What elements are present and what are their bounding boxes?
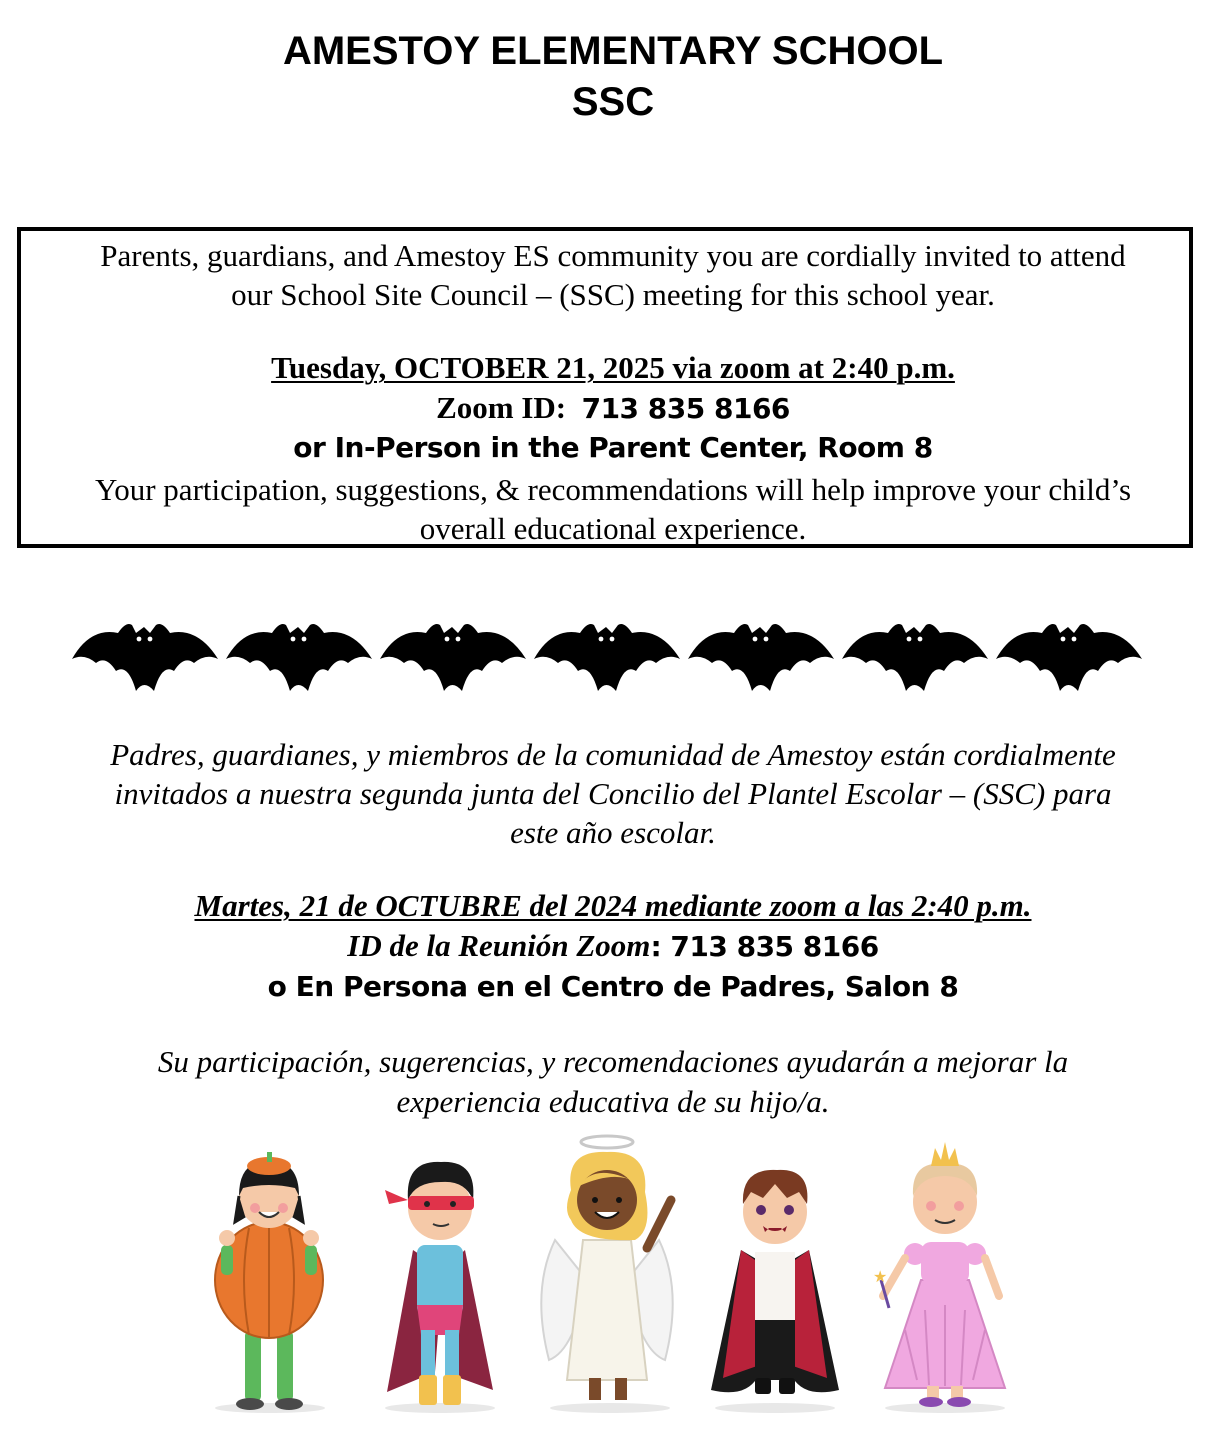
vampire-costume-child	[711, 1170, 839, 1413]
english-invite-line-2: our School Site Council – (SSC) meeting for this school year.	[231, 277, 995, 312]
bat-icon	[996, 624, 1142, 691]
english-zoom-id: 713 835 8166	[581, 392, 790, 425]
bat-icon	[842, 624, 988, 691]
spanish-closing-line-2: experiencia educativa de su hijo/a.	[396, 1084, 830, 1119]
costume-children-illustration	[195, 1130, 1035, 1420]
bats-divider	[70, 615, 1145, 695]
bat-icon	[72, 624, 218, 691]
spanish-zoom-id: 713 835 8166	[670, 930, 879, 963]
english-zoom-line	[0, 388, 1226, 429]
spanish-invite-line-1: Padres, guardianes, y miembros de la comunidad de Amestoy están cordialmente	[110, 737, 1116, 772]
bat-icon	[688, 624, 834, 691]
spanish-meeting-date	[0, 886, 1226, 925]
spanish-closing-line-1: Su participación, sugerencias, y recomendaciones ayudarán a mejorar la	[157, 1044, 1069, 1079]
angel-costume-child	[541, 1136, 672, 1413]
english-zoom-label: Zoom ID:	[436, 390, 582, 425]
spanish-zoom-line	[0, 926, 1226, 967]
english-meeting-date-text: Tuesday, OCTOBER 21, 2025 via zoom at 2:40 p.m.	[271, 350, 955, 385]
spanish-in-person-location: o En Persona en el Centro de Padres, Salon 8	[267, 970, 959, 1003]
school-name-heading: AMESTOY ELEMENTARY SCHOOL	[282, 29, 944, 73]
svg-text:★: ★	[873, 1267, 888, 1286]
english-meeting-date	[0, 348, 1226, 387]
princess-costume-child	[873, 1142, 1005, 1413]
spanish-invite-line-3: este año escolar.	[510, 815, 716, 850]
bat-icon	[226, 624, 372, 691]
spanish-meeting-date-text: Martes, 21 de OCTUBRE del 2024 mediante zoom a las 2:40 p.m.	[194, 888, 1032, 923]
bat-icon	[380, 624, 526, 691]
english-closing-line-1: Your participation, suggestions, & recommendations will help improve your child’s	[94, 472, 1132, 507]
superhero-costume-child	[385, 1162, 495, 1413]
ssc-heading: SSC	[571, 80, 655, 124]
spanish-zoom-separator: :	[650, 930, 671, 963]
bat-icon	[534, 624, 680, 691]
spanish-zoom-label: ID de la Reunión Zoom	[347, 928, 651, 963]
english-closing-line-2: overall educational experience.	[419, 511, 807, 546]
spanish-invite-line-2: invitados a nuestra segunda junta del Concilio del Plantel Escolar – (SSC) para	[114, 776, 1112, 811]
english-invite-line-1: Parents, guardians, and Amestoy ES community you are cordially invited to attend	[100, 238, 1126, 273]
pumpkin-costume-child	[215, 1152, 325, 1413]
english-in-person-location: or In-Person in the Parent Center, Room 8	[293, 431, 933, 464]
